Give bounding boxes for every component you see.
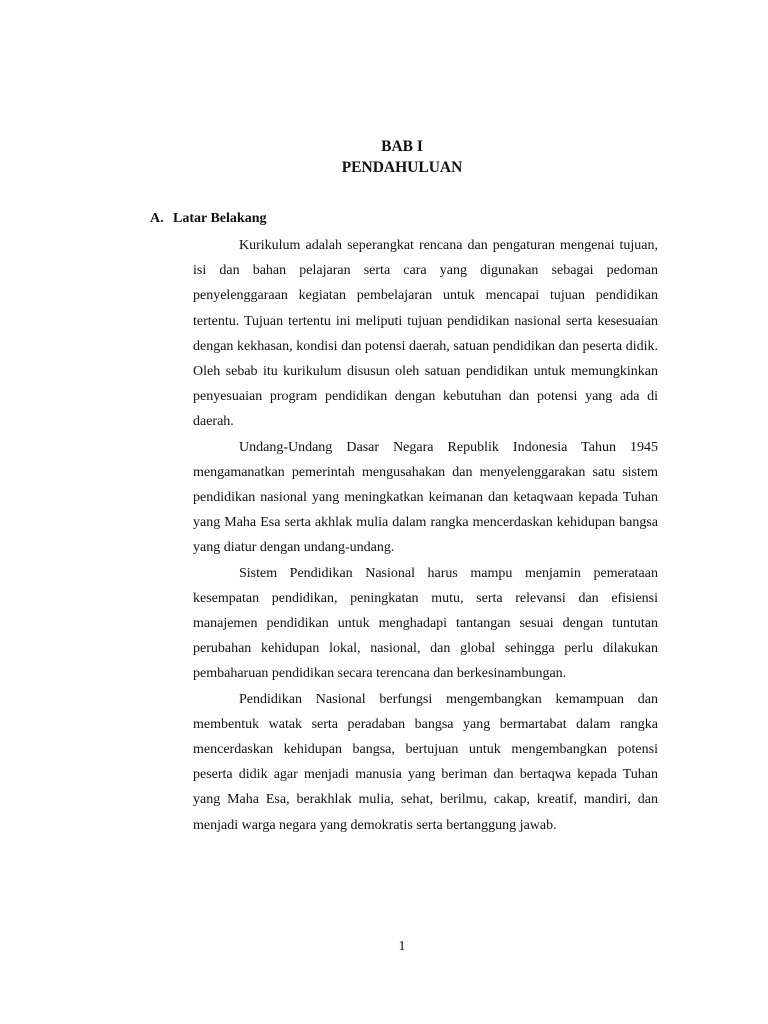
paragraph: Sistem Pendidikan Nasional harus mampu menjamin pemerataan kesempatan pendidikan, peningkatan mutu, serta relevansi dan efisiensi manajemen pendidikan untuk menghadapi tantangan sesuai dengan tuntutan perubahan kehidupan lokal, nasional, dan global sehingga perlu dilakukan pembaharuan pendidikan secara terencana dan berkesinambungan. [193, 565, 658, 682]
paragraph: Pendidikan Nasional berfungsi mengembangkan kemampuan dan membentuk watak serta peradaban bangsa yang bermartabat dalam rangka mencerdaskan kehidupan bangsa, bertujuan untuk mengembangkan potensi peserta didik agar menjadi manusia yang beriman dan bertaqwa kepada Tuhan yang Maha Esa, berakhlak mulia, sehat, berilmu, cakap, kreatif, mandiri, dan menjadi warga negara yang demokratis serta bertanggung jawab. [193, 691, 658, 833]
section-title: Latar Belakang [173, 211, 267, 226]
page-number: 1 [398, 939, 406, 954]
chapter-number: BAB I [381, 138, 423, 155]
body-text [193, 233, 658, 838]
chapter-title: PENDAHULUAN [341, 159, 463, 176]
paragraph: Undang-Undang Dasar Negara Republik Indonesia Tahun 1945 mengamanatkan pemerintah mengusahakan dan menyelenggarakan satu sistem pendidikan nasional yang meningkatkan keimanan dan ketaqwaan kepada Tuhan yang Maha Esa serta akhlak mulia dalam rangka mencerdaskan kehidupan bangsa yang diatur dengan undang-undang. [193, 439, 658, 556]
paragraph: Kurikulum adalah seperangkat rencana dan pengaturan mengenai tujuan, isi dan bahan pelajaran serta cara yang digunakan sebagai pedoman penyelenggaraan kegiatan pembelajaran untuk mencapai tujuan pendidikan tertentu. Tujuan tertentu ini meliputi tujuan pendidikan nasional serta kesesuaian dengan kekhasan, kondisi dan potensi daerah, satuan pendidikan dan peserta didik. Oleh sebab itu kurikulum disusun oleh satuan pendidikan untuk memungkinkan penyesuaian program pendidikan dengan kebutuhan dan potensi yang ada di daerah. [193, 238, 658, 430]
section-heading [150, 209, 266, 229]
section-letter: A. [150, 211, 164, 226]
